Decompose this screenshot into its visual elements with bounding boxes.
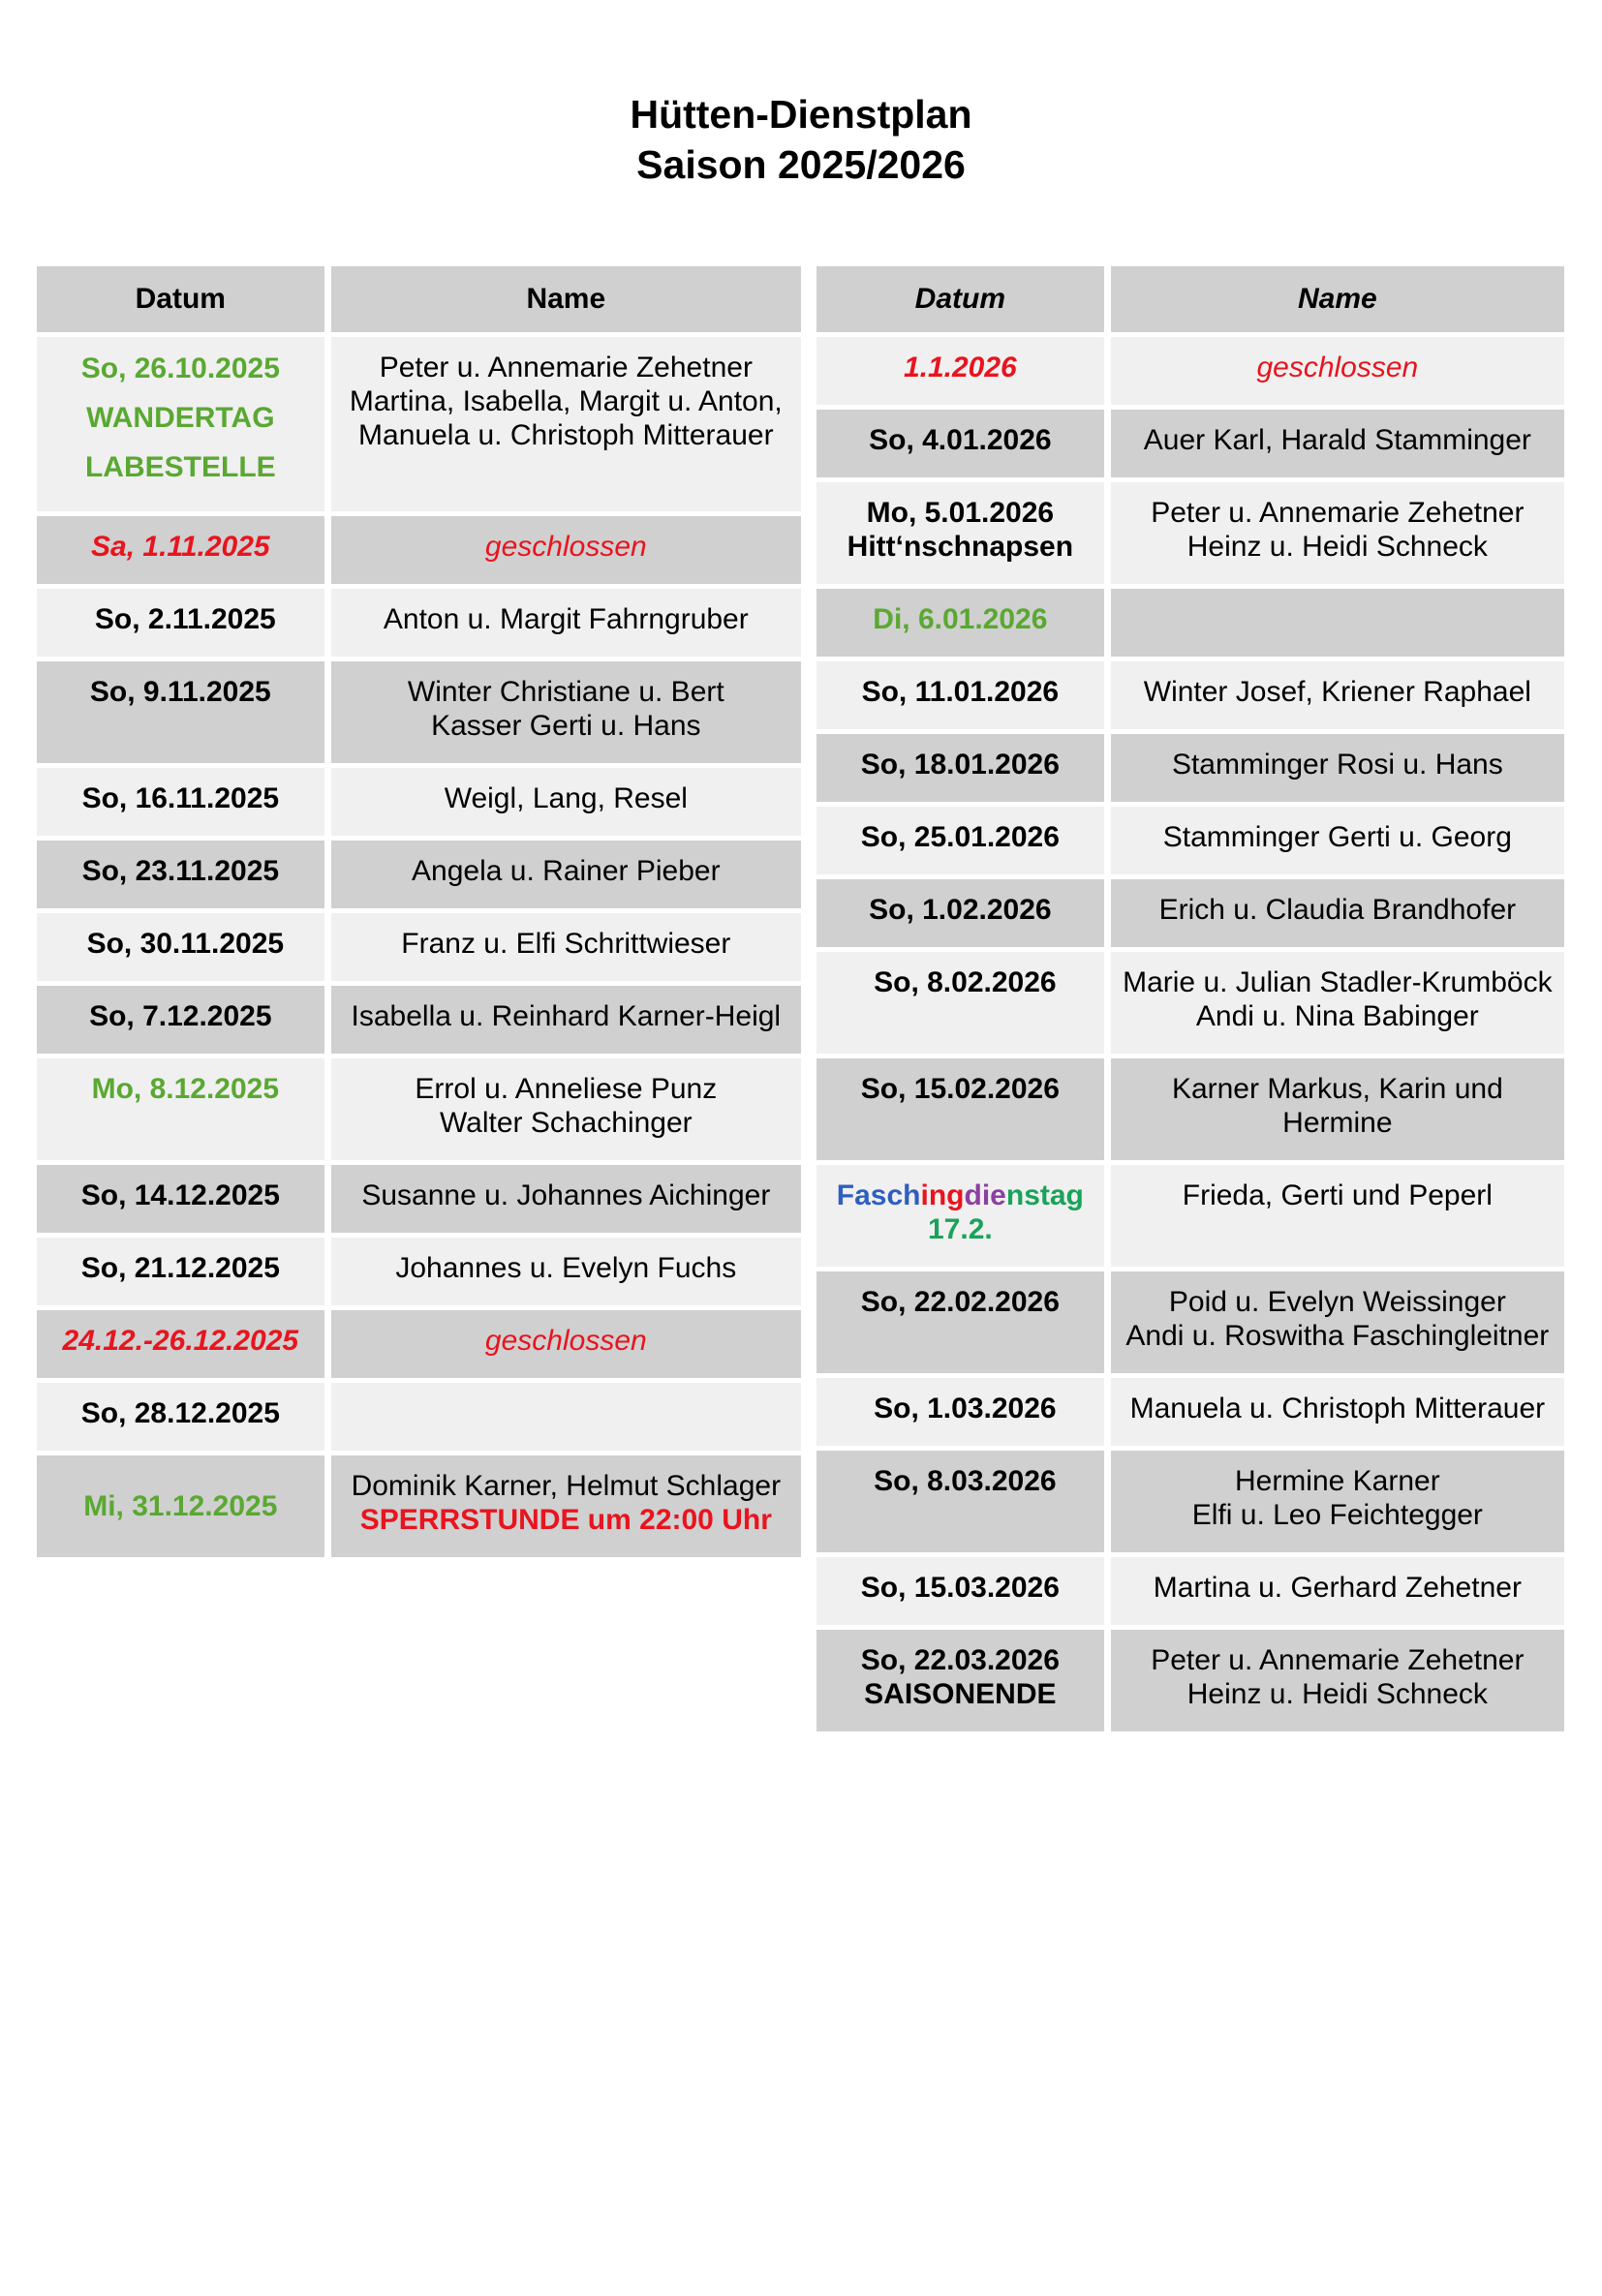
name-cell: Martina u. Gerhard Zehetner bbox=[1111, 1557, 1564, 1625]
table-row bbox=[37, 516, 801, 584]
date-cell: Mo, 8.12.2025 bbox=[37, 1058, 324, 1160]
name-cell: Susanne u. Johannes Aichinger bbox=[331, 1165, 801, 1233]
date-cell: Sa, 1.11.2025 bbox=[37, 516, 324, 584]
date-cell: So, 7.12.2025 bbox=[37, 986, 324, 1054]
date-cell: So, 8.03.2026 bbox=[816, 1451, 1104, 1552]
date-cell: So, 1.02.2026 bbox=[816, 879, 1104, 947]
name-cell: Angela u. Rainer Pieber bbox=[331, 841, 801, 908]
date-cell: So, 28.12.2025 bbox=[37, 1383, 324, 1451]
name-cell: Karner Markus, Karin und Hermine bbox=[1111, 1058, 1564, 1160]
date-cell: So, 26.10.2025 WANDERTAG LABESTELLE bbox=[37, 337, 324, 511]
table-row bbox=[37, 768, 801, 836]
name-cell: geschlossen bbox=[331, 1310, 801, 1378]
name-cell: Winter Christiane u. Bert Kasser Gerti u. Hans bbox=[331, 661, 801, 763]
table-row bbox=[816, 1378, 1564, 1446]
table-row bbox=[816, 734, 1564, 802]
name-cell: Hermine Karner Elfi u. Leo Feichtegger bbox=[1111, 1451, 1564, 1552]
table-row bbox=[816, 1165, 1564, 1267]
name-cell: geschlossen bbox=[331, 516, 801, 584]
table-row bbox=[37, 1310, 801, 1378]
table-row bbox=[37, 841, 801, 908]
table-row bbox=[37, 589, 801, 657]
name-cell: Frieda, Gerti und Peperl bbox=[1111, 1165, 1564, 1267]
date-cell: So, 25.01.2026 bbox=[816, 807, 1104, 874]
date-cell: So, 1.03.2026 bbox=[816, 1378, 1104, 1446]
header-datum: Datum bbox=[816, 266, 1104, 332]
table-row bbox=[37, 661, 801, 763]
name-cell: geschlossen bbox=[1111, 337, 1564, 405]
date-cell: So, 2.11.2025 bbox=[37, 589, 324, 657]
name-cell: Isabella u. Reinhard Karner-Heigl bbox=[331, 986, 801, 1054]
table-row bbox=[816, 1271, 1564, 1373]
name-cell: Errol u. Anneliese Punz Walter Schachinger bbox=[331, 1058, 801, 1160]
name-cell: Stamminger Rosi u. Hans bbox=[1111, 734, 1564, 802]
table-row bbox=[816, 952, 1564, 1054]
date-cell: So, 16.11.2025 bbox=[37, 768, 324, 836]
date-cell: Mo, 5.01.2026 Hitt‘nschnapsen bbox=[816, 482, 1104, 584]
closing-time-notice: SPERRSTUNDE um 22:00 Uhr bbox=[359, 1504, 772, 1536]
table-row bbox=[816, 1451, 1564, 1552]
name-cell bbox=[331, 1383, 801, 1451]
date-cell: So, 9.11.2025 bbox=[37, 661, 324, 763]
name-cell: Poid u. Evelyn Weissinger Andi u. Roswitha Faschingleitner bbox=[1111, 1271, 1564, 1373]
page-subtitle: Saison 2025/2026 bbox=[636, 142, 966, 187]
date-cell: So, 22.02.2026 bbox=[816, 1271, 1104, 1373]
table-row bbox=[816, 337, 1564, 405]
date-cell: So, 23.11.2025 bbox=[37, 841, 324, 908]
name-cell: Manuela u. Christoph Mitterauer bbox=[1111, 1378, 1564, 1446]
table-row bbox=[816, 879, 1564, 947]
schedule-table-right bbox=[810, 261, 1571, 1736]
table-row bbox=[37, 1383, 801, 1451]
name-cell: Peter u. Annemarie Zehetner Heinz u. Heidi Schneck bbox=[1111, 1630, 1564, 1731]
table-row bbox=[37, 337, 801, 511]
table-row bbox=[816, 482, 1564, 584]
name-cell: Auer Karl, Harald Stamminger bbox=[1111, 410, 1564, 477]
date-cell: So, 8.02.2026 bbox=[816, 952, 1104, 1054]
page-title: Hütten-Dienstplan bbox=[630, 92, 972, 137]
date-cell: So, 4.01.2026 bbox=[816, 410, 1104, 477]
table-row bbox=[37, 986, 801, 1054]
name-cell: Franz u. Elfi Schrittwieser bbox=[331, 913, 801, 981]
header-datum: Datum bbox=[37, 266, 324, 332]
date-cell: So, 11.01.2026 bbox=[816, 661, 1104, 729]
date-cell: So, 15.02.2026 bbox=[816, 1058, 1104, 1160]
date-cell: So, 14.12.2025 bbox=[37, 1165, 324, 1233]
date-cell: 24.12.-26.12.2025 bbox=[37, 1310, 324, 1378]
date-cell: So, 21.12.2025 bbox=[37, 1238, 324, 1305]
name-cell: Dominik Karner, Helmut Schlager SPERRSTUNDE um 22:00 Uhr bbox=[331, 1455, 801, 1557]
table-row bbox=[37, 913, 801, 981]
name-cell: Winter Josef, Kriener Raphael bbox=[1111, 661, 1564, 729]
table-row bbox=[37, 1238, 801, 1305]
date-cell: Faschingdienstag 17.2. bbox=[816, 1165, 1104, 1267]
date-cell: So, 22.03.2026 SAISONENDE bbox=[816, 1630, 1104, 1731]
name-cell: Marie u. Julian Stadler-Krumböck Andi u. Nina Babinger bbox=[1111, 952, 1564, 1054]
table-row bbox=[816, 1630, 1564, 1731]
table-row bbox=[37, 1455, 801, 1557]
name-cell: Erich u. Claudia Brandhofer bbox=[1111, 879, 1564, 947]
schedule-table-left bbox=[30, 261, 808, 1562]
table-row bbox=[816, 589, 1564, 657]
name-cell bbox=[1111, 589, 1564, 657]
table-row bbox=[816, 1058, 1564, 1160]
table-row bbox=[37, 1058, 801, 1160]
date-cell: 1.1.2026 bbox=[816, 337, 1104, 405]
name-cell: Peter u. Annemarie Zehetner Heinz u. Heidi Schneck bbox=[1111, 482, 1564, 584]
name-cell: Stamminger Gerti u. Georg bbox=[1111, 807, 1564, 874]
date-cell: Mi, 31.12.2025 bbox=[37, 1455, 324, 1557]
table-row bbox=[816, 1557, 1564, 1625]
fasching-label: Faschingdienstag bbox=[836, 1179, 1084, 1211]
date-cell: So, 18.01.2026 bbox=[816, 734, 1104, 802]
name-cell: Johannes u. Evelyn Fuchs bbox=[331, 1238, 801, 1305]
table-row bbox=[816, 661, 1564, 729]
header-name: Name bbox=[331, 266, 801, 332]
header-name: Name bbox=[1111, 266, 1564, 332]
date-cell: So, 30.11.2025 bbox=[37, 913, 324, 981]
table-row bbox=[37, 1165, 801, 1233]
table-row bbox=[816, 807, 1564, 874]
name-cell: Weigl, Lang, Resel bbox=[331, 768, 801, 836]
date-cell: Di, 6.01.2026 bbox=[816, 589, 1104, 657]
table-row bbox=[816, 410, 1564, 477]
date-cell: So, 15.03.2026 bbox=[816, 1557, 1104, 1625]
name-cell: Peter u. Annemarie Zehetner Martina, Isabella, Margit u. Anton, Manuela u. Christoph Mitterauer bbox=[331, 337, 801, 511]
name-cell: Anton u. Margit Fahrngruber bbox=[331, 589, 801, 657]
